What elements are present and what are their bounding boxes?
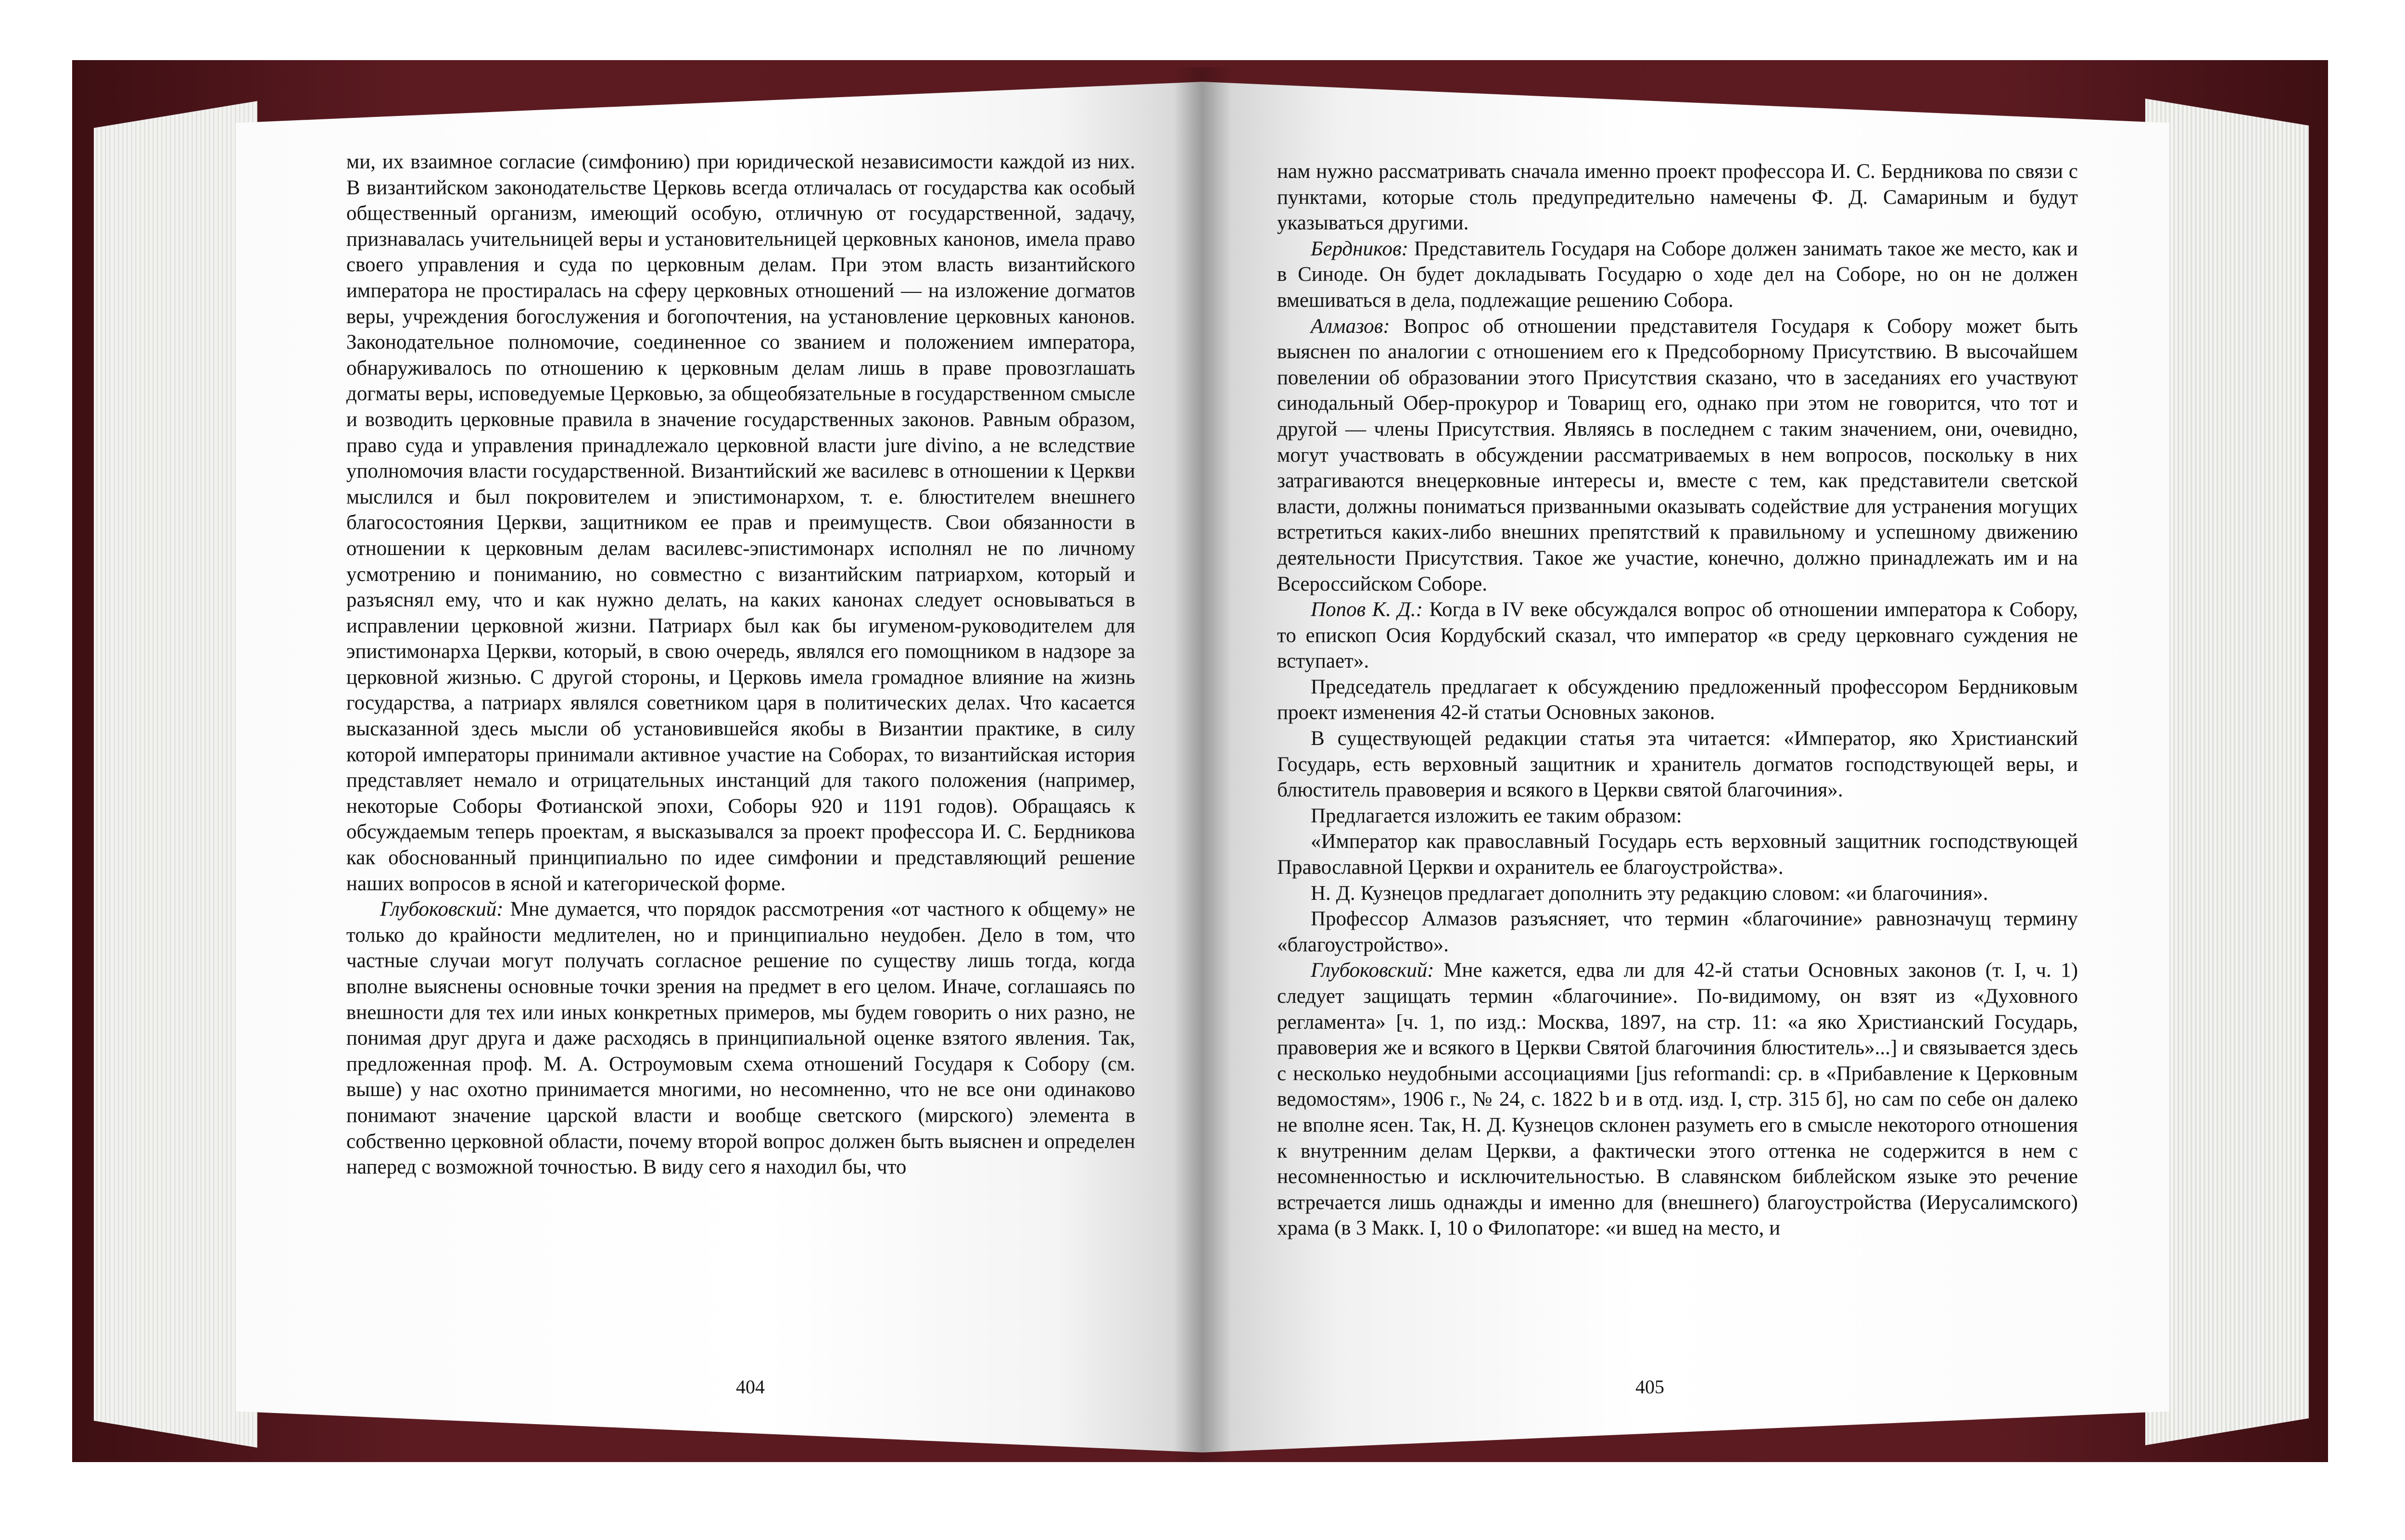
paragraph-text: нам нужно рассматривать сначала именно проект профессора И. С. Бердникова по связи с пунктами, которые столь предупредительно намечены Ф. Д. Самариным и будут указываться другими. [1277,160,2078,235]
paragraph [1277,314,2078,597]
paragraph-text: Предлагается изложить ее таким образом: [1311,804,1682,827]
paragraph [1277,906,2078,958]
paragraph-text: Представитель Государя на Соборе должен занимать такое же место, как и в Синоде. Он будет докладывать Государю о ходе дел на Соборе, но он не должен вмешиваться в дела, подлежащие решению Собора. [1277,237,2078,312]
paragraph-text: Н. Д. Кузнецов предлагает дополнить эту редакцию словом: «и благочиния». [1311,882,1988,905]
paragraph-text: ми, их взаимное согласие (симфонию) при юридической независимости каждой из них. В византийском законодательстве Церковь всегда отличалась от государства как особый общественный организм, имеющий особую, отличную от государственной, задачу, признавалась учительницей веры и установительницей церковных канонов, имела право своего управления и суда по церковным делам. При этом власть византийского императора не простиралась на сферу церковных отношений — на изложение догматов веры, учреждения богослужения и богопочтения, на установление церковных канонов. Законодательное полномочие, соединенное со званием и положением императора, обнаруживалось по отношению к церковным делам лишь в праве провозглашать догматы веры, исповедуемые Церковью, за общеобязательные в государственном смысле и возводить церковные правила в значение государственных законов. Равным образом, право суда и управления принадлежало церковной власти jure divino, а не вследствие уполномочия власти государственной. Византийский же василевс в отношении к Церкви мыслился и был покровителем и эпистимонархом, т. е. блюстителем внешнего благосостояния Церкви, защитником ее прав и преимуществ. Свои обязанности в отношении к церковным делам василевс-эпистимонарх исполнял не по личному усмотрению и пониманию, но совместно с византийским патриархом, который и разъяснял ему, что и как нужно делать, на каких канонах следует основываться в исправлении церковной жизни. Патриарх был как бы игуменом-руководителем для эпистимонарха Церкви, который, в свою очередь, являлся его помощником в надзоре за церковной жизнью. С другой стороны, и Церковь имела громадное влияние на жизнь государства, а патриарх являлся советником царя в политических делах. Что касается высказанной здесь мысли об установившейся якобы в Византии практике, в силу которой императоры принимали активное участие на Соборах, то византийская история представляет немало и отрицательных инстанций для такого положения (например, некоторые Соборы Фотианской эпохи, Соборы 920 и 1191 годов). Обращаясь к обсуждаемым теперь проектам, я высказывался за проект профессора И. С. Бердникова как обоснованный принципиально по идее симфонии и представляющий решение наших вопросов в ясной и категорической форме. [346,151,1135,895]
book-spine [1174,67,1231,1462]
paragraph-text: Вопрос об отношении представителя Государя к Собору может быть выяснен по аналогии с отношением его к Предсоборному Присутствию. В высочайшем повелении об образовании этого Присутствия сказано, что в заседаниях его участвуют синодальный Обер-прокурор и Товарищ его, однако при этом не говорится, что тот и другой — члены Присутствия. Являясь в последнем с таким значением, они, очевидно, могут участвовать в обсуждении рассматриваемых в нем вопросов, поскольку в них затрагиваются внецерковные интересы и, вместе с тем, как представители светской власти, должны пониматься призванными оказывать содействие для устранения могущих встретиться каких-либо внешних препятствий к правильному и успешному движению деятельности Присутствия. Такое же участие, конечно, должно принадлежать им и на Всероссийском Соборе. [1277,315,2078,595]
right-page-text [1277,159,2078,1241]
speaker-name: Бердников: [1311,237,1408,260]
paragraph [1277,236,2078,314]
page-number-left: 404 [736,1376,765,1398]
page-edges-left [94,101,257,1448]
speaker-name: Попов К. Д.: [1311,598,1423,621]
paragraph-text: Мне думается, что порядок рассмотрения «от частного к общему» не только до крайности медлителен, но и принципиально неудобен. Дело в том, что частные случаи могут получать согласное решение по существу лишь тогда, когда вполне выяснены основные точки зрения на предмет в его целом. Иначе, соглашаясь по внешности для тех или иных конкретных примеров, мы будем говорить о них разно, не понимая друг друга и даже расходясь в принципиальной оценке взятого явления. Так, предложенная проф. М. А. Остроумовым схема отношений Государя к Собору (см. выше) у нас охотно принимается многими, но несомненно, что не все они одинаково понимают значение царской власти и вообще светского (мирского) элемента в собственно церковной области, почему второй вопрос должен быть выяснен и определен наперед с возможной точностью. В виду сего я находил бы, что [346,898,1135,1179]
paragraph [1277,597,2078,674]
paragraph [1277,958,2078,1241]
paragraph-text: Мне кажется, едва ли для 42-й статьи Основных законов (т. I, ч. 1) следует защищать термин «благочиние». По-видимому, он взят из «Духовного регламента» [ч. 1, по изд.: Москва, 1897, на стр. 11: «а яко Христианский Государь, правоверия же и всякого в Церкви Святой благочиния блюститель»...] и связывается здесь с несколько неудобными ассоциациями [jus reformandi: ср. в «Прибавление к Церковным ведомостям», 1906 г., № 24, с. 1822 b и в отд. изд. I, стр. 315 б], но сам по себе он далеко не вполне ясен. Так, Н. Д. Кузнецов склонен разуметь его в смысле некоторого отношения к внутренним делам Церкви, а фактически этого оттенка не содержится в нем с несомненностью и исключительностью. В славянском библейском языке это речение встречается лишь однажды и именно для (внешнего) благоустройства (Иерусалимского) храма (в 3 Макк. I, 10 о Филопаторе: «и вшед на место, и [1277,959,2078,1240]
paragraph [1277,674,2078,726]
speaker-name: Глубоковский: [1311,959,1434,982]
paragraph-text: Председатель предлагает к обсуждению предложенный профессором Бердниковым проект изменения 42-й статьи Основных законов. [1277,675,2078,724]
paragraph [1277,829,2078,880]
paragraph-text: Профессор Алмазов разъясняет, что термин «благочиние» равнозначущ термину «благоустройство». [1277,908,2078,956]
paragraph [1277,159,2078,236]
paragraph-text: Когда в IV веке обсуждался вопрос об отношении императора к Собору, то епископ Осия Кордубский сказал, что император «в среду церковнаго суждения не вступает». [1277,598,2078,673]
paragraph [1277,803,2078,829]
speaker-name: Глубоковский: [380,898,504,921]
left-page-text [346,149,1135,1180]
paragraph [1277,881,2078,907]
paragraph [346,896,1135,1180]
page-number-right: 405 [1635,1376,1664,1398]
speaker-name: Алмазов: [1311,315,1390,338]
paragraph-text: В существующей редакции статья эта читается: «Император, яко Христианский Государь, есть верховный защитник и хранитель догматов господствующей веры, и блюститель правоверия и всякого в Церкви святой благочиния». [1277,727,2078,802]
paragraph-text: «Император как православный Государь есть верховный защитник господствующей Православной Церкви и охранитель ее благоустройства». [1277,830,2078,879]
paragraph [346,149,1135,896]
page-edges-right [2145,99,2309,1445]
paragraph [1277,726,2078,803]
